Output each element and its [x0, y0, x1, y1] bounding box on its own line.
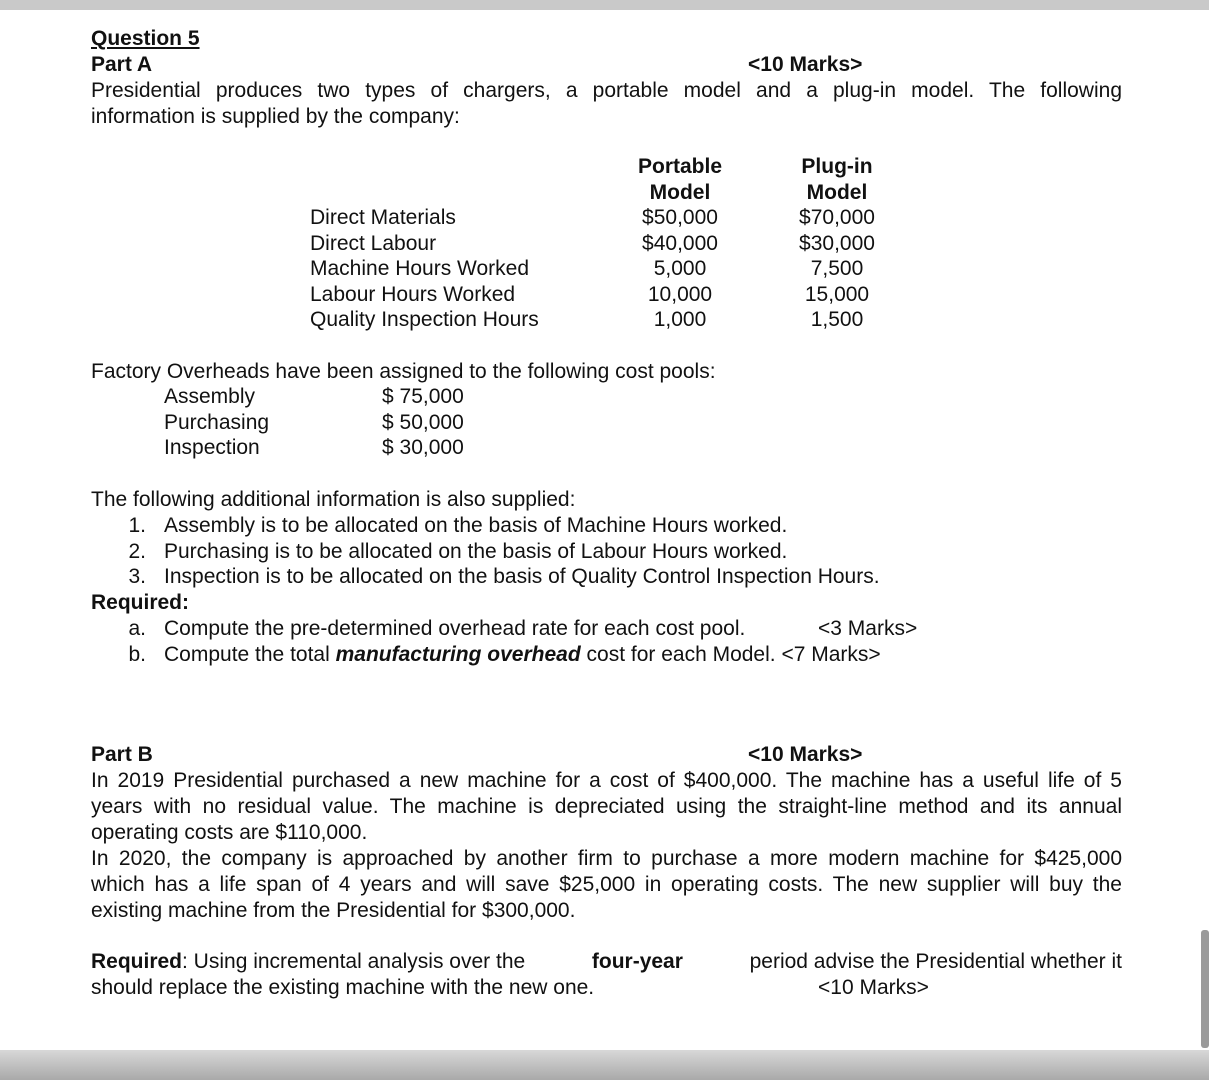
part-b-required-label: Required	[91, 950, 183, 973]
part-b-required-line2: should replace the existing machine with the new one.	[91, 976, 595, 999]
additional-intro: The following additional information is also supplied:	[91, 488, 576, 511]
portable-value: 10,000	[647, 282, 713, 306]
table-col-plugin	[777, 205, 897, 333]
part-b-p2-line2: which has a life span of 4 years and will save $25,000 in operating costs. The new supplier will buy the	[91, 873, 1122, 896]
req-b-line	[164, 642, 881, 668]
top-edge-bar	[0, 0, 1209, 10]
pool-amount: $ 75,000	[382, 385, 464, 408]
pool-amount: $ 30,000	[382, 436, 464, 460]
additional-items	[164, 513, 964, 590]
part-b-required-line1: Required: Using incremental analysis over the four-year period advise the Presidential whether it	[91, 950, 1122, 973]
part-b-p2-line1: In 2020, the company is approached by another firm to purchase a more modern machine for $425,000	[91, 847, 1122, 870]
req-a-text: Compute the pre-determined overhead rate for each cost pool.	[164, 617, 746, 640]
part-b-p1-line2: years with no residual value. The machine is depreciated using the straight-line method and its annual	[91, 795, 1122, 818]
req-a-marks: <3 Marks>	[818, 617, 918, 640]
part-b-marks: <10 Marks>	[748, 743, 863, 766]
table-header-portable: Portable Model	[637, 155, 723, 204]
portable-value: $50,000	[642, 206, 718, 229]
req-b-letter: b.	[128, 643, 146, 666]
question-title: Question 5	[91, 27, 200, 50]
table-col-portable	[620, 205, 740, 333]
req-b-emphasis: manufacturing overhead	[335, 643, 581, 666]
row-label: Labour Hours Worked	[310, 282, 516, 306]
plugin-value: 1,500	[810, 308, 864, 332]
part-b-label: Part B	[91, 743, 153, 766]
scrollbar-thumb[interactable]	[1201, 930, 1209, 1048]
part-b-p1-line1: In 2019 Presidential purchased a new machine for a cost of $400,000. The machine has a useful life of 5	[91, 769, 1122, 792]
portable-value: $40,000	[642, 231, 718, 255]
portable-value: 1,000	[653, 308, 707, 332]
cost-pool-names	[164, 384, 364, 461]
req-a-letter: a.	[128, 617, 146, 640]
pool-name: Assembly	[164, 385, 256, 408]
row-label: Direct Materials	[310, 206, 456, 229]
row-label: Quality Inspection Hours	[310, 308, 539, 332]
req-b-post: cost for each Model. <7 Marks>	[586, 643, 881, 666]
four-year-emphasis: four-year	[591, 950, 683, 973]
portable-value: 5,000	[653, 257, 707, 281]
row-label: Direct Labour	[310, 231, 437, 255]
plugin-value: $70,000	[799, 206, 875, 229]
req-b-pre: Compute the total	[164, 643, 330, 666]
table-row-labels	[310, 205, 610, 333]
part-a-intro-line1: Presidential produces two types of chargers, a portable model and a plug-in model. The following	[91, 79, 1122, 102]
overheads-intro: Factory Overheads have been assigned to the following cost pools:	[91, 360, 716, 383]
required-label: Required:	[91, 591, 190, 614]
pool-name: Inspection	[164, 436, 260, 460]
part-a-marks: <10 Marks>	[748, 53, 863, 76]
table-header-plugin: Plug-in Model	[801, 155, 873, 204]
additional-numbers: 1. 2. 3.	[128, 514, 146, 589]
pool-amount: $ 50,000	[382, 410, 464, 434]
cost-pool-amounts	[382, 384, 502, 461]
part-b-required-marks: <10 Marks>	[818, 976, 929, 999]
list-item: Assembly is to be allocated on the basis of Machine Hours worked.	[164, 514, 788, 537]
part-b-p1-line3: operating costs are $110,000.	[91, 821, 368, 844]
bottom-edge-bar	[0, 1050, 1209, 1080]
plugin-value: $30,000	[799, 231, 875, 255]
part-a-intro-line2: information is supplied by the company:	[91, 105, 460, 128]
pool-name: Purchasing	[164, 410, 270, 434]
row-label: Machine Hours Worked	[310, 257, 530, 281]
plugin-value: 7,500	[810, 257, 864, 281]
plugin-value: 15,000	[804, 282, 870, 306]
part-b-p2-line3: existing machine from the Presidential for $300,000.	[91, 899, 576, 922]
part-a-label: Part A	[91, 53, 153, 76]
list-item: Purchasing is to be allocated on the basis of Labour Hours worked.	[164, 539, 788, 563]
list-item: Inspection is to be allocated on the basis of Quality Control Inspection Hours.	[164, 565, 880, 589]
